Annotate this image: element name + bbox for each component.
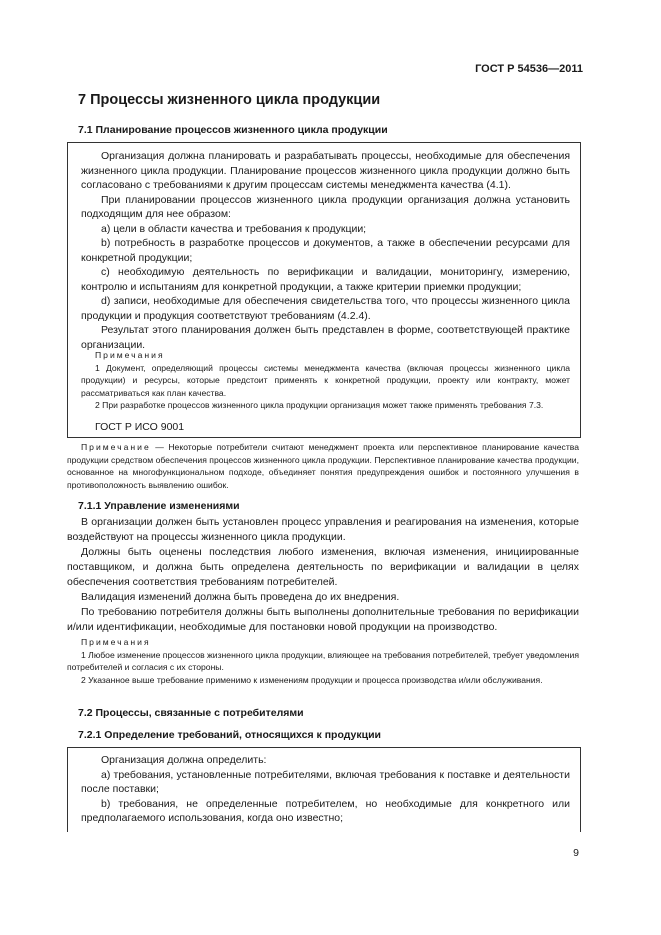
note-item: 1 Любое изменение процессов жизненного цикла продукции, влияющее на требования потребителей, требует уведомления потребителей и согласия с их стороны. xyxy=(67,649,579,672)
subsection-title-7-2-1: 7.2.1 Определение требований, относящихся к продукции xyxy=(78,729,381,741)
note-text: — Некоторые потребители считают менеджмент проекта или перспективное планирование качества продукции средством обеспечения процессов жизненного цикла продукции. Перспективное планирование качества продукции, основанное на многофункциональном подходе, объединяет понятия предупреждения ошибок и постоянного улучшения в противоположность выявлению ошибок. xyxy=(67,442,579,490)
box-paragraph: b) требования, не определенные потребителем, но необходимые для конкретного или предполагаемого использования, когда оно известно; xyxy=(81,797,570,824)
notes-7-1-1 xyxy=(67,636,579,686)
subsection-title-7-1: 7.1 Планирование процессов жизненного цикла продукции xyxy=(78,124,388,136)
box-notes-title: Примечания xyxy=(95,350,165,360)
note-label: Примечание xyxy=(81,442,151,452)
box-notes xyxy=(81,349,570,412)
quote-frame-7-2-1 xyxy=(67,747,581,832)
box-source: ГОСТ Р ИСО 9001 xyxy=(95,421,185,433)
box-paragraph: c) необходимую деятельность по верификации и валидации, мониторингу, измерению, контролю и испытаниям для конкретной продукции, а также критерии приемки продукции; xyxy=(81,266,570,293)
subsection-title-7-2: 7.2 Процессы, связанные с потребителями xyxy=(78,707,304,719)
body-paragraph: В организации должен быть установлен процесс управления и реагирования на изменения, которые воздействуют на процессы жизненного цикла продукции. xyxy=(67,516,579,543)
box-paragraph: При планировании процессов жизненного цикла продукции организация должна установить подходящим для нее образом: xyxy=(81,193,570,220)
quote-text-7-1 xyxy=(81,149,570,352)
note-7-1 xyxy=(67,441,579,491)
box-paragraph: Организация должна планировать и разрабатывать процессы, необходимые для обеспечения жизненного цикла продукции. Планирование процессов жизненного цикла продукции должно быть согласовано с требованиями к другим процессам системы менеджмента качества (4.1). xyxy=(81,150,570,191)
box-note: 2 При разработке процессов жизненного цикла продукции организация может также применять требования 7.3. xyxy=(95,400,544,410)
quote-text-7-2-1 xyxy=(81,753,570,826)
body-paragraph: Валидация изменений должна быть проведена до их внедрения. xyxy=(81,591,400,603)
box-paragraph: Результат этого планирования должен быть представлен в форме, соответствующей практике организации. xyxy=(81,324,570,351)
notes-title: Примечания xyxy=(81,637,151,647)
page-number: 9 xyxy=(573,847,579,859)
body-7-1-1 xyxy=(67,515,579,635)
note-item: 2 Указанное выше требование применимо к изменениям продукции и процесса производства и/или обслуживания. xyxy=(81,674,543,685)
body-paragraph: По требованию потребителя должны быть выполнены дополнительные требования по верификации и/или идентификации, необходимые для постановки новой продукции на производство. xyxy=(67,606,579,633)
body-paragraph: Должны быть оценены последствия любого изменения, включая изменения, инициированные поставщиком, и должна быть определена деятельность по верификации и валидации в целях обеспечения соответствия требованиям потребителей. xyxy=(67,546,579,588)
box-note: 1 Документ, определяющий процессы системы менеджмента качества (включая процессы жизненного цикла продукции) и ресурсы, которые предстоит применять к конкретной продукции, проекту или контракту, может рассматриваться как план качества. xyxy=(81,362,570,398)
standard-header: ГОСТ Р 54536—2011 xyxy=(475,63,583,75)
box-paragraph: d) записи, необходимые для обеспечения свидетельства того, что процессы жизненного цикла продукции и продукция соответствуют требованиям (4.2.4). xyxy=(81,295,570,322)
box-paragraph: a) цели в области качества и требования к продукции; xyxy=(101,222,367,235)
quote-frame-7-1 xyxy=(67,142,581,438)
subsection-title-7-1-1: 7.1.1 Управление изменениями xyxy=(78,500,240,512)
box-paragraph: a) требования, установленные потребителями, включая требования к поставке и деятельности после поставки; xyxy=(81,768,570,795)
box-paragraph: Организация должна определить: xyxy=(101,754,267,766)
section-title: 7 Процессы жизненного цикла продукции xyxy=(78,92,381,108)
box-paragraph: b) потребность в разработке процессов и документов, а также в обеспечении ресурсами для конкретной продукции; xyxy=(81,237,570,264)
